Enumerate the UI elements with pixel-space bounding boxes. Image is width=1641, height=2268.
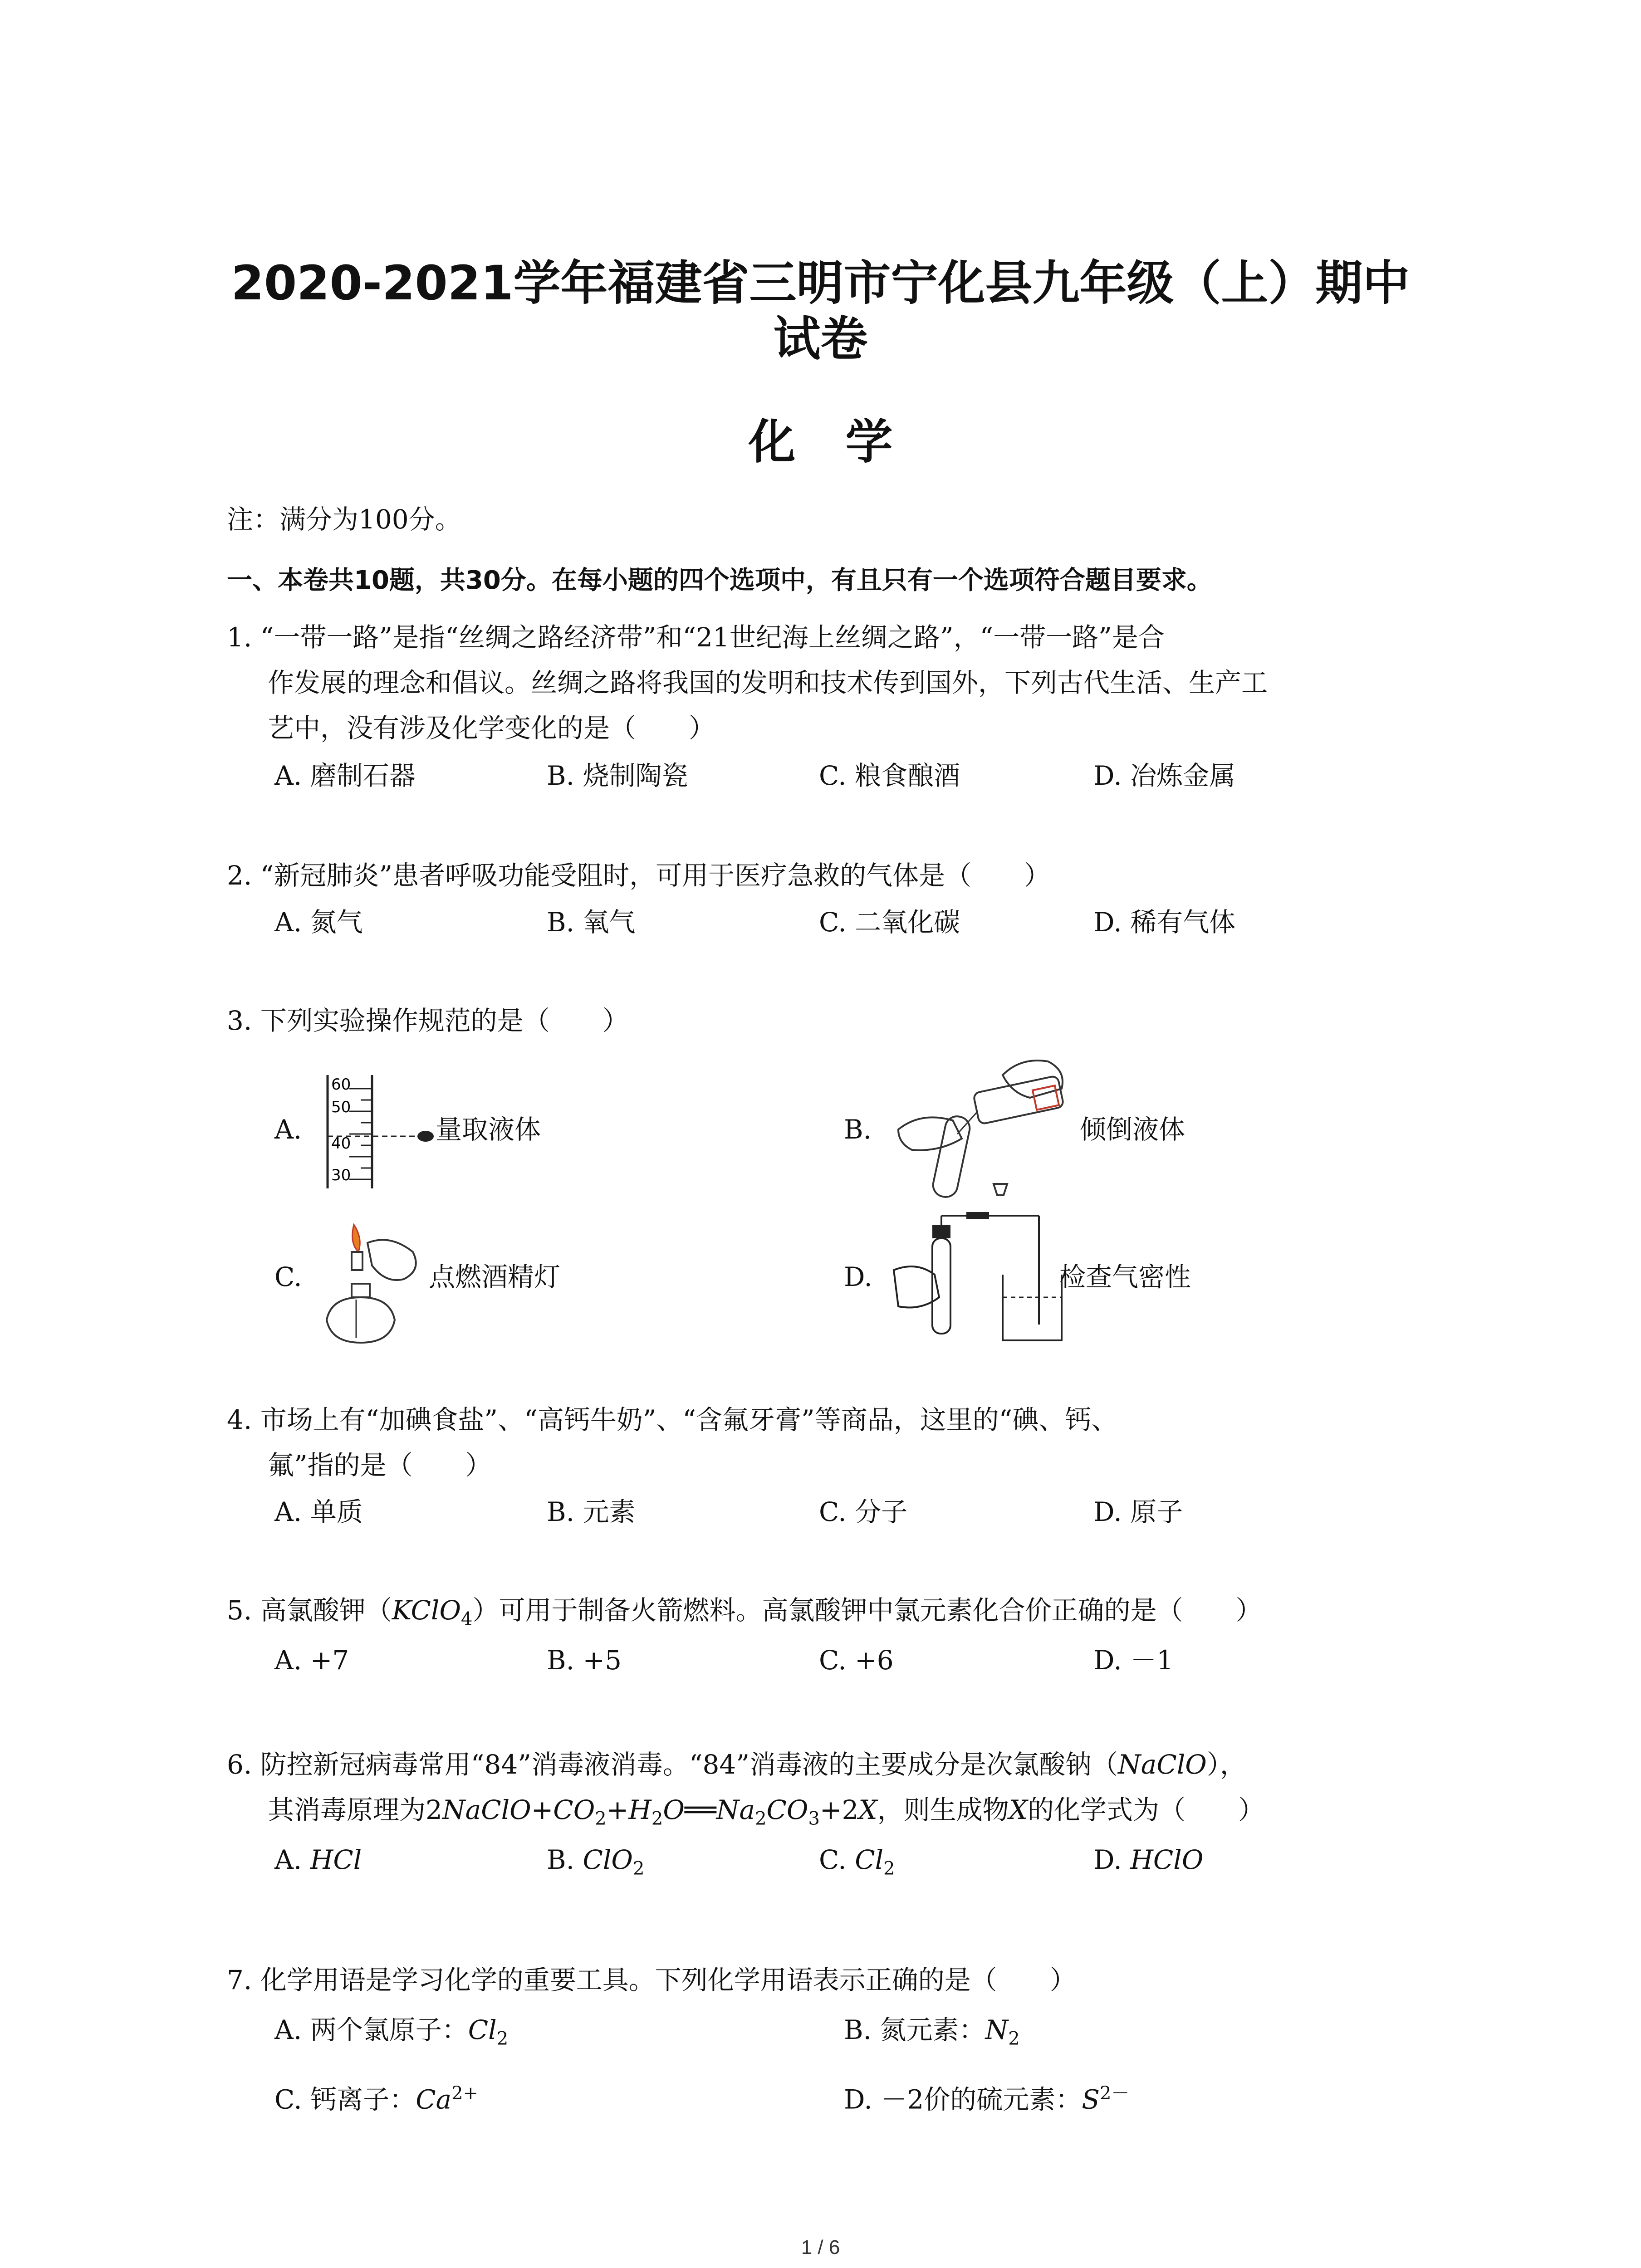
q1-option-d: D. 冶炼金属 [1093, 760, 1236, 791]
q7-option-b-text: B. 氮元素： [844, 2014, 985, 2045]
alcohol-lamp-figure [313, 1216, 436, 1352]
cylinder-tick-30: 30 [331, 1166, 351, 1184]
graduated-cylinder-figure [318, 1070, 436, 1193]
q1-option-a: A. 磨制石器 [274, 760, 416, 791]
q7-option-a [274, 2014, 508, 2055]
q4-option-a: A. 单质 [274, 1496, 363, 1527]
q4-line1: 4. 市场上有“加碘食盐”、“高钙牛奶”、“含氟牙膏”等商品，这里的“碘、钙、 [227, 1404, 1118, 1435]
q7-option-c-formula: Ca [416, 2084, 452, 2115]
q5-option-b: B. +5 [547, 1645, 622, 1676]
q6-line2-mid: ，则生成物 [877, 1794, 1009, 1825]
airtightness-check-figure [889, 1211, 1071, 1347]
q6-line2-x: X [1009, 1794, 1028, 1825]
q6-eq-c-sub: 2 [755, 1808, 767, 1829]
q3-option-a-label: 量取液体 [436, 1114, 541, 1145]
q6-eq-a-sub: 2 [595, 1808, 607, 1829]
exam-title-line2: 试卷 [773, 311, 868, 367]
q6-line1-formula: NaClO [1118, 1749, 1207, 1780]
q7-option-a-formula: Cl [468, 2014, 497, 2045]
q6-line1-pre: 6. 防控新冠病毒常用“84”消毒液消毒。“84”消毒液的主要成分是次氯酸钠（ [227, 1749, 1118, 1780]
q3-option-a-letter: A. [274, 1114, 302, 1145]
cylinder-tick-40: 40 [331, 1134, 351, 1153]
q6-option-b-formula: ClO [583, 1844, 633, 1875]
q1-line3: 艺中，没有涉及化学变化的是（ ） [268, 713, 715, 743]
q6-option-b-sub: 2 [632, 1858, 645, 1879]
q7-option-a-sub: 2 [496, 2028, 509, 2049]
q6-option-b [547, 1844, 644, 1885]
q7-option-c-sup: 2+ [451, 2083, 479, 2104]
q3-option-b-label: 倾倒液体 [1080, 1114, 1185, 1145]
q6-option-c-sub: 2 [883, 1858, 895, 1879]
q5-formula-sub: 4 [461, 1608, 473, 1630]
q4-option-d: D. 原子 [1093, 1496, 1183, 1527]
q6-option-c-letter: C. [819, 1844, 847, 1875]
q2-line1: 2. “新冠肺炎”患者呼吸功能受阻时，可用于医疗急救的气体是（ ） [227, 860, 1051, 891]
section-heading: 一、本卷共10题，共30分。在每小题的四个选项中，有且只有一个选项符合题目要求。 [227, 566, 1212, 595]
q5-line1 [227, 1594, 1262, 1635]
q6-eq-b-sub: 2 [651, 1808, 663, 1829]
q5-text-post: ）可用于制备火箭燃料。高氯酸钾中氯元素化合价正确的是（ ） [472, 1595, 1262, 1626]
q3-option-d-letter: D. [844, 1261, 872, 1292]
q6-eq-a: NaClO+CO [442, 1794, 595, 1825]
q7-option-b-sub: 2 [1008, 2028, 1020, 2049]
q7-option-c [274, 2077, 478, 2115]
q6-option-c [819, 1844, 895, 1885]
q6-eq-x: X [858, 1794, 877, 1825]
q4-option-b: B. 元素 [547, 1496, 636, 1527]
cylinder-tick-50: 50 [331, 1098, 351, 1116]
page-number: 1 / 6 [801, 2236, 840, 2258]
q7-option-a-text: A. 两个氯原子： [274, 2014, 468, 2045]
q3-option-c-letter: C. [274, 1261, 302, 1292]
q7-option-b-formula: N [985, 2014, 1009, 2045]
q4-line2: 氟”指的是（ ） [268, 1450, 492, 1481]
q6-line1-post: ）， [1206, 1749, 1246, 1780]
q7-line1: 7. 化学用语是学习化学的重要工具。下列化学用语表示正确的是（ ） [227, 1965, 1076, 1995]
q1-line2: 作发展的理念和倡议。丝绸之路将我国的发明和技术传到国外，下列古代生活、生产工 [268, 667, 1268, 698]
score-note: 注：满分为100分。 [227, 504, 461, 535]
q2-option-c: C. 二氧化碳 [819, 907, 960, 938]
exam-title-line1: 2020-2021学年福建省三明市宁化县九年级（上）期中 [231, 255, 1410, 311]
q5-option-d: D. －1 [1093, 1645, 1174, 1676]
q4-option-c: C. 分子 [819, 1496, 908, 1527]
q7-option-b [844, 2014, 1020, 2055]
q1-line1: 1. “一带一路”是指“丝绸之路经济带”和“21世纪海上丝绸之路”，“一带一路”是合 [227, 622, 1165, 653]
q6-option-a [274, 1844, 362, 1885]
q6-line2-post: 的化学式为（ ） [1028, 1794, 1265, 1825]
q7-option-c-text: C. 钙离子： [274, 2084, 416, 2115]
q7-option-d-formula: S [1082, 2084, 1100, 2115]
q6-option-c-formula: Cl [855, 1844, 884, 1875]
q6-option-d-letter: D. [1093, 1844, 1122, 1875]
q6-option-d-formula: HClO [1130, 1844, 1204, 1875]
q3-option-b-letter: B. [844, 1114, 872, 1145]
q5-text-pre: 5. 高氯酸钾（ [227, 1595, 392, 1626]
q3-option-d-label: 检查气密性 [1059, 1261, 1191, 1292]
q6-option-a-formula: HCl [310, 1844, 362, 1875]
q2-option-d: D. 稀有气体 [1093, 907, 1236, 938]
q6-option-b-letter: B. [547, 1844, 575, 1875]
q6-line2 [268, 1794, 1264, 1835]
q6-line1 [227, 1749, 1246, 1780]
q3-option-c-label: 点燃酒精灯 [429, 1261, 561, 1292]
q2-option-a: A. 氮气 [274, 907, 363, 938]
q5-option-c: C. +6 [819, 1645, 894, 1676]
cylinder-tick-60: 60 [331, 1075, 351, 1094]
q7-option-d-text: D. －2价的硫元素： [844, 2084, 1082, 2115]
q2-option-b: B. 氧气 [547, 907, 636, 938]
pouring-liquid-figure [885, 1048, 1080, 1220]
q3-line1: 3. 下列实验操作规范的是（ ） [227, 1005, 629, 1036]
q7-option-d [844, 2077, 1129, 2115]
subject-title: 化学 [748, 414, 943, 469]
q6-eq-d-sub: 3 [808, 1808, 820, 1829]
q6-eq-e: +2 [819, 1794, 859, 1825]
q6-eq-d: CO [766, 1794, 808, 1825]
q7-option-d-sup: 2－ [1099, 2083, 1130, 2104]
q6-option-a-letter: A. [274, 1844, 302, 1875]
q5-option-a: A. +7 [274, 1645, 349, 1676]
q1-option-c: C. 粮食酿酒 [819, 760, 960, 791]
q6-eq-c: O══Na [663, 1794, 755, 1825]
q6-option-d [1093, 1844, 1203, 1885]
q6-line2-pre: 其消毒原理为2 [268, 1794, 442, 1825]
q6-eq-b: +H [606, 1794, 652, 1825]
q5-formula: KClO [392, 1595, 461, 1626]
q1-option-b: B. 烧制陶瓷 [547, 760, 688, 791]
